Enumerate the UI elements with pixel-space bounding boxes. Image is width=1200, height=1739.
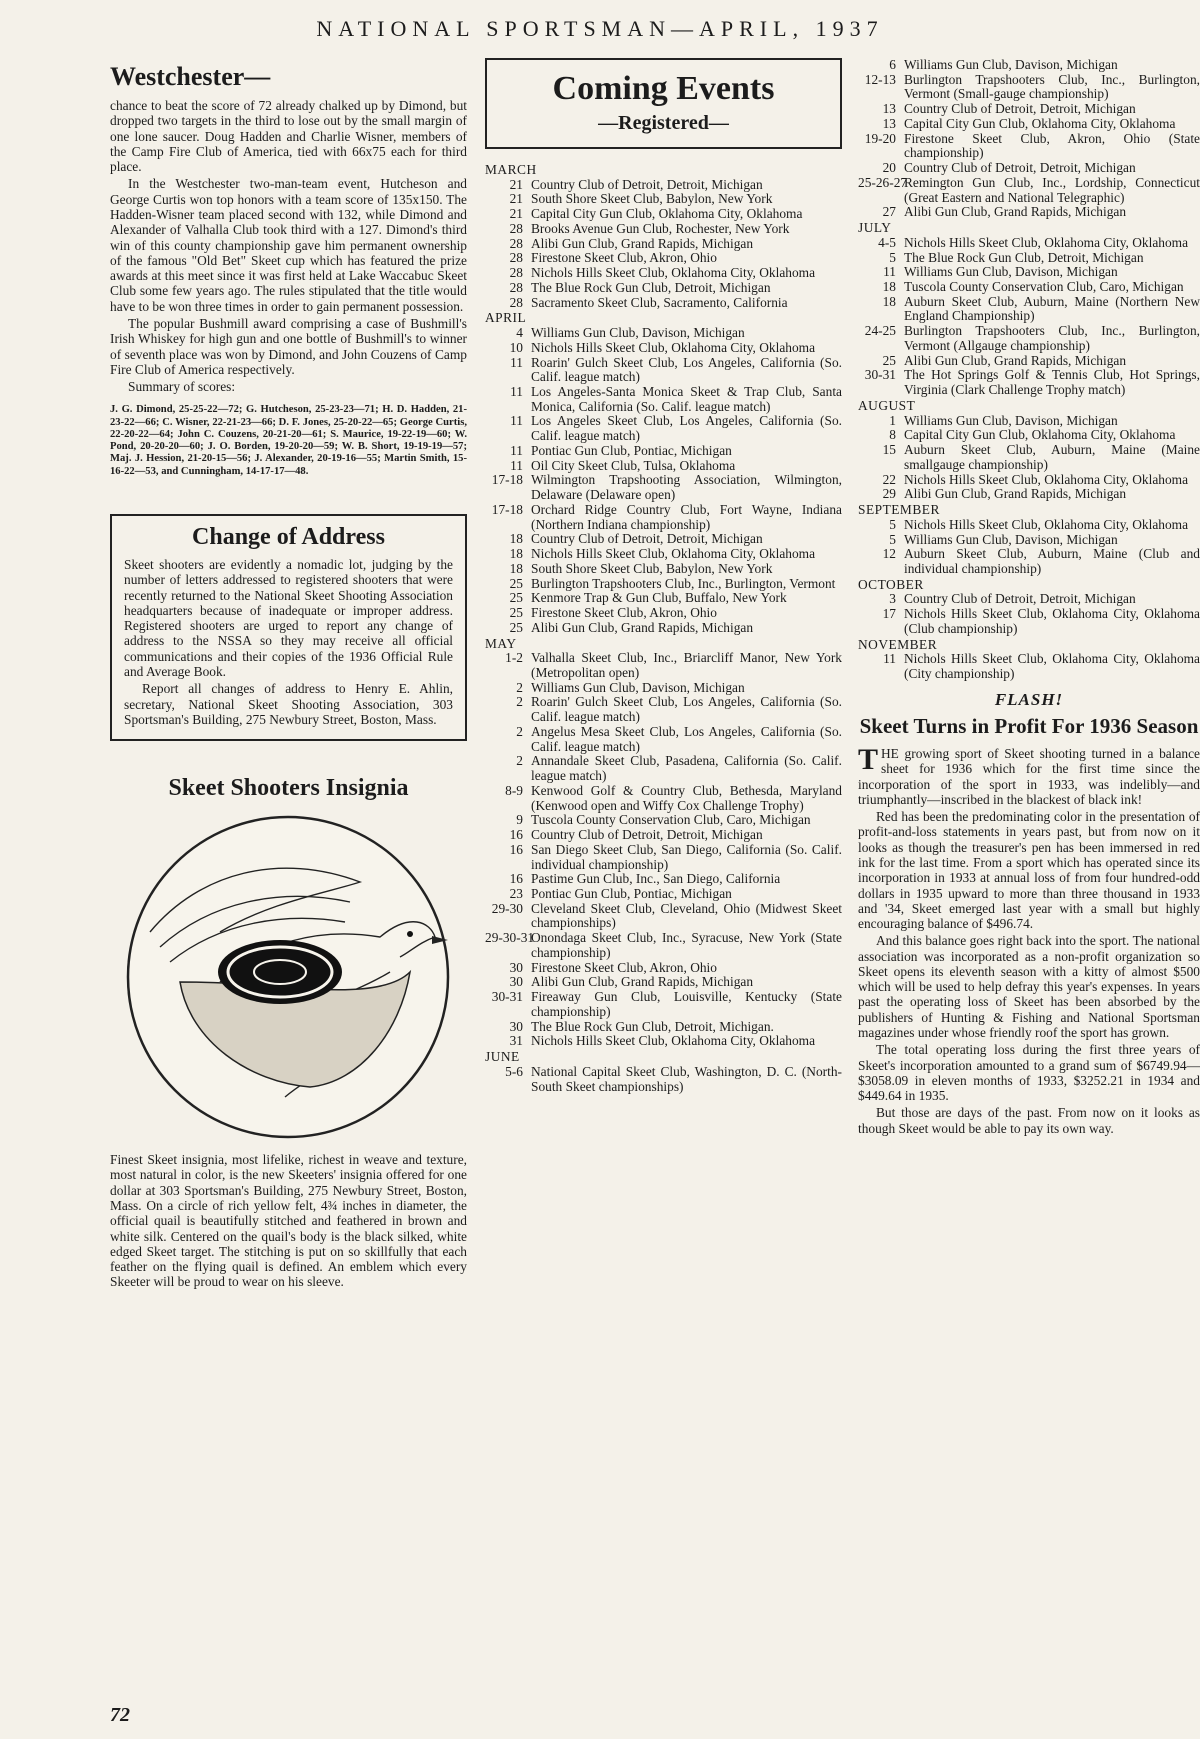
event-club: Country Club of Detroit, Detroit, Michigan <box>531 176 763 192</box>
event-entry <box>485 887 842 902</box>
event-entry <box>485 784 842 813</box>
event-club: Valhalla Skeet Club, Inc., Briarcliff Manor, New York (Metropolitan open) <box>531 650 842 680</box>
event-date: 12-13 <box>864 71 896 87</box>
event-club: Nichols Hills Skeet Club, Oklahoma City, Oklahoma <box>904 516 1189 532</box>
month-heading: SEPTEMBER <box>858 502 940 518</box>
event-date: 3 <box>889 591 896 607</box>
event-entry <box>858 236 1200 251</box>
event-club: The Blue Rock Gun Club, Detroit, Michigan <box>531 279 771 295</box>
westchester-paragraph: chance to beat the score of 72 already chalked up by Dimond, but dropped two targets in the third to lose out by the small margin of one lone saucer. Doug Hadden and Charlie Wisner, members of the Camp Fire Club of America, tied with 66x75 each for third place. <box>110 98 467 175</box>
event-club: Auburn Skeet Club, Auburn, Maine (Club and individual championship) <box>904 546 1200 576</box>
month-heading: MARCH <box>485 162 537 177</box>
change-of-address-title: Change of Address <box>192 524 385 551</box>
event-club: Nichols Hills Skeet Club, Oklahoma City, Oklahoma (Club championship) <box>904 606 1200 636</box>
event-entry <box>485 695 842 724</box>
insignia-paragraph: Finest Skeet insignia, most lifelike, richest in weave and texture, most natural in color, is the new Skeeters' insignia offered for one dollar at 303 Sportsman's Building, 275 Newbury Street, Boston, Mass. On a circle of rich yellow felt, 4¾ inches in diameter, the official quail is beautifully stitched and feathered in brown and white silk. Centered on the quail's body is the black silked, white edged Skeet target. The stitching is put on so skillfully that each feather on the flying quail is defined. An emblem which every Skeeter will be proud to wear on his sleeve. <box>110 1152 467 1290</box>
event-date: 2 <box>516 723 523 739</box>
column-left <box>110 58 467 1292</box>
event-entry <box>485 1020 842 1035</box>
event-date: 31 <box>509 1033 523 1049</box>
event-date: 21 <box>509 191 523 207</box>
event-club: National Capital Skeet Club, Washington, D. C. (North-South Skeet championships) <box>531 1063 842 1094</box>
event-date: 5 <box>889 531 896 547</box>
event-date: 22 <box>882 471 896 487</box>
event-entry <box>858 73 1200 102</box>
event-date: 16 <box>509 871 523 887</box>
event-date: 28 <box>509 235 523 251</box>
event-date: 16 <box>509 841 523 857</box>
event-entry <box>858 368 1200 397</box>
column-right <box>858 58 1200 1138</box>
event-entry <box>485 577 842 592</box>
event-club: Nichols Hills Skeet Club, Oklahoma City, Oklahoma <box>531 265 816 281</box>
event-entry <box>485 207 842 222</box>
event-date: 29 <box>882 486 896 502</box>
event-date: 17-18 <box>491 472 523 488</box>
event-entry <box>858 414 1200 429</box>
event-date: 8-9 <box>505 782 523 798</box>
event-entry <box>485 562 842 577</box>
event-entry <box>858 592 1200 607</box>
event-entry <box>485 326 842 341</box>
page-header: NATIONAL SPORTSMAN—APRIL, 1937 <box>316 16 884 41</box>
event-club: Alibi Gun Club, Grand Rapids, Michigan <box>904 352 1127 368</box>
event-entry <box>485 975 842 990</box>
event-entry <box>485 725 842 754</box>
event-club: Burlington Trapshooters Club, Inc., Burlington, Vermont <box>531 575 836 591</box>
quail-insignia-illustration <box>110 812 467 1142</box>
event-date: 18 <box>509 546 523 562</box>
event-entry <box>485 902 842 931</box>
event-date: 17 <box>882 606 896 622</box>
event-date: 30 <box>509 1018 523 1034</box>
event-entry <box>858 487 1200 502</box>
event-entry <box>858 518 1200 533</box>
event-date: 29-30 <box>491 900 523 916</box>
event-date: 13 <box>882 101 896 117</box>
event-entry <box>485 813 842 828</box>
event-club: Alibi Gun Club, Grand Rapids, Michigan <box>531 619 754 635</box>
event-entry <box>858 176 1200 205</box>
event-entry <box>485 473 842 502</box>
flash-paragraph: But those are days of the past. From now on it looks as though Skeet would be able to pay its own way. <box>858 1105 1200 1136</box>
event-club: San Diego Skeet Club, San Diego, California (So. Calif. individual championship) <box>531 841 842 872</box>
event-date: 11 <box>883 651 896 667</box>
event-club: Roarin' Gulch Skeet Club, Los Angeles, California (So. Calif. league match) <box>531 694 842 725</box>
event-entry <box>485 414 842 443</box>
event-entry <box>485 237 842 252</box>
event-entry <box>485 621 842 636</box>
event-club: Nichols Hills Skeet Club, Oklahoma City, Oklahoma <box>904 234 1189 250</box>
westchester-paragraph: In the Westchester two-man-team event, Hutcheson and George Curtis won top honors with a team score of 135x150. The Hadden-Wisner team placed second with 132, while Dimond and Alexander of Valhalla Club took third with a 127. Dimond's third win of this county championship gave him permanent ownership of the famous "Old Bet" Skeet cup which has featured the prize awards at this meet since it was first held at Lake Waccabuc Skeet Club some few years ago. The rules stipulated that the title would have to be won three times in order to gain permanent possession. <box>110 176 467 314</box>
event-entry <box>858 324 1200 353</box>
event-entry <box>485 872 842 887</box>
drop-cap: T <box>858 742 879 776</box>
event-date: 19-20 <box>864 130 896 146</box>
event-date: 27 <box>882 204 896 220</box>
event-date: 11 <box>510 413 523 429</box>
event-date: 29-30-31 <box>485 930 535 946</box>
event-entry <box>485 931 842 960</box>
event-club: Nichols Hills Skeet Club, Oklahoma City, Oklahoma <box>531 1033 816 1049</box>
event-club: Alibi Gun Club, Grand Rapids, Michigan <box>904 486 1127 502</box>
event-club: Tuscola County Conservation Club, Caro, Michigan <box>531 812 811 828</box>
event-date: 2 <box>516 694 523 710</box>
event-date: 25 <box>509 590 523 606</box>
event-date: 24-25 <box>864 323 896 339</box>
event-entry <box>485 990 842 1019</box>
coming-events-box <box>485 58 842 149</box>
event-club: Kenwood Golf & Country Club, Bethesda, Maryland (Kenwood open and Wiffy Cox Challenge Trophy) <box>531 782 842 813</box>
column-middle <box>485 58 842 1094</box>
event-entry <box>858 205 1200 220</box>
change-of-address-paragraph: Skeet shooters are evidently a nomadic lot, judging by the number of letters addressed to registered shooters that were recently returned to the National Skeet Shooting Association headquarters because of inadequate or improper address. Registered shooters are urged to report any change of address to the NSSA so they may receive all official communications and their copies of the 1936 Official Rule and Average Book. <box>124 557 453 679</box>
event-club: The Blue Rock Gun Club, Detroit, Michigan. <box>531 1018 774 1034</box>
event-date: 25 <box>509 605 523 621</box>
event-entry <box>858 473 1200 488</box>
event-entry <box>485 591 842 606</box>
event-entry <box>858 58 1200 73</box>
event-club: Williams Gun Club, Davison, Michigan <box>904 412 1118 428</box>
event-date: 1-2 <box>505 650 523 666</box>
event-club: Nichols Hills Skeet Club, Oklahoma City, Oklahoma <box>531 339 816 355</box>
event-date: 4 <box>516 325 523 341</box>
event-club: Capital City Gun Club, Oklahoma City, Oklahoma <box>904 427 1176 443</box>
event-entry <box>485 459 842 474</box>
event-date: 28 <box>509 279 523 295</box>
event-club: Burlington Trapshooters Club, Inc., Burlington, Vermont (Small-gauge championship) <box>904 71 1200 102</box>
flash-paragraph: THE growing sport of Skeet shooting turned in a balance sheet for 1936 which for the first time since the incorporation of the sport in 1933, was indelibly—and triumphantly—inscribed in the blackest of black ink! <box>858 742 1200 807</box>
event-entry <box>485 385 842 414</box>
event-date: 11 <box>883 264 896 280</box>
event-entry <box>485 341 842 356</box>
event-club: Alibi Gun Club, Grand Rapids, Michigan <box>904 204 1127 220</box>
event-club: Country Club of Detroit, Detroit, Michigan <box>531 531 763 547</box>
westchester-article <box>110 98 467 394</box>
event-club: Tuscola County Conservation Club, Caro, Michigan <box>904 279 1184 295</box>
change-of-address-box <box>110 514 467 741</box>
flash-kicker: FLASH! <box>994 689 1064 709</box>
event-entry <box>858 295 1200 324</box>
event-entry <box>858 265 1200 280</box>
event-date: 11 <box>510 442 523 458</box>
event-entry <box>485 178 842 193</box>
event-club: Angelus Mesa Skeet Club, Los Angeles, California (So. Calif. league match) <box>531 723 842 754</box>
event-club: Auburn Skeet Club, Auburn, Maine (Northern New England Championship) <box>904 293 1200 324</box>
event-club: Williams Gun Club, Davison, Michigan <box>904 531 1118 547</box>
event-club: Pastime Gun Club, Inc., San Diego, California <box>531 871 781 887</box>
event-entry <box>485 444 842 459</box>
event-entry <box>485 532 842 547</box>
event-club: Annandale Skeet Club, Pasadena, California (So. Calif. league match) <box>531 753 842 784</box>
event-entry <box>485 828 842 843</box>
event-date: 11 <box>510 384 523 400</box>
event-date: 18 <box>509 531 523 547</box>
month-heading: JUNE <box>485 1049 520 1065</box>
event-entry <box>485 547 842 562</box>
events-list-continued <box>858 58 1200 682</box>
event-club: Roarin' Gulch Skeet Club, Los Angeles, California (So. Calif. league match) <box>531 354 842 385</box>
event-club: Nichols Hills Skeet Club, Oklahoma City, Oklahoma <box>531 546 816 562</box>
event-entry <box>485 754 842 783</box>
event-club: Country Club of Detroit, Detroit, Michigan <box>904 101 1136 117</box>
event-entry <box>485 296 842 311</box>
event-date: 28 <box>509 250 523 266</box>
event-date: 4-5 <box>878 234 896 250</box>
event-date: 23 <box>509 885 523 901</box>
events-list <box>485 163 842 1094</box>
event-club: Fireaway Gun Club, Louisville, Kentucky (State championship) <box>531 989 842 1019</box>
event-club: Williams Gun Club, Davison, Michigan <box>904 58 1118 72</box>
event-date: 13 <box>882 115 896 131</box>
event-entry <box>485 606 842 621</box>
event-date: 18 <box>882 293 896 309</box>
event-club: Country Club of Detroit, Detroit, Michigan <box>531 827 763 843</box>
event-club: South Shore Skeet Club, Babylon, New York <box>531 560 773 576</box>
event-date: 2 <box>516 679 523 695</box>
event-date: 21 <box>509 206 523 222</box>
event-club: Firestone Skeet Club, Akron, Ohio (State championship) <box>904 130 1200 161</box>
event-club: Orchard Ridge Country Club, Fort Wayne, Indiana (Northern Indiana championship) <box>531 501 842 532</box>
event-date: 25 <box>509 619 523 635</box>
event-club: Remington Gun Club, Inc., Lordship, Connecticut (Great Eastern and National Telegraphic) <box>904 174 1200 205</box>
event-date: 8 <box>889 427 896 443</box>
event-club: Burlington Trapshooters Club, Inc., Burlington, Vermont (Allgauge championship) <box>904 323 1200 353</box>
westchester-paragraph: Summary of scores: <box>128 379 236 395</box>
event-club: Onondaga Skeet Club, Inc., Syracuse, New York (State championship) <box>531 930 842 960</box>
event-date: 12 <box>882 546 896 562</box>
month-heading: MAY <box>485 635 517 651</box>
event-date: 30 <box>509 959 523 975</box>
event-club: Country Club of Detroit, Detroit, Michigan <box>904 591 1136 607</box>
event-club: Country Club of Detroit, Detroit, Michigan <box>904 160 1136 176</box>
event-entry <box>485 961 842 976</box>
event-club: Williams Gun Club, Davison, Michigan <box>904 264 1118 280</box>
event-club: Firestone Skeet Club, Akron, Ohio <box>531 250 717 266</box>
event-club: Los Angeles Skeet Club, Los Angeles, California (So. Calif. league match) <box>531 413 842 444</box>
flash-article-title: Skeet Turns in Profit For 1936 Season <box>859 713 1199 738</box>
event-club: Cleveland Skeet Club, Cleveland, Ohio (Midwest Skeet championships) <box>531 900 842 931</box>
flash-paragraph: And this balance goes right back into the sport. The national association was incorporated as a non-profit organization so Skeet opens its eleventh season with a kitty of almost $500 which will be used to help defray this year's expenses. In years past the operating loss of Skeet has been absorbed by the publishers of Hunting & Fishing and National Sportsman magazines under whose friendly roof the sport has grown. <box>858 933 1200 1041</box>
event-date: 30-31 <box>491 989 523 1005</box>
event-entry <box>485 1065 842 1094</box>
event-entry <box>858 428 1200 443</box>
event-entry <box>485 1034 842 1049</box>
event-club: South Shore Skeet Club, Babylon, New York <box>531 191 773 207</box>
event-entry <box>485 251 842 266</box>
event-club: Brooks Avenue Gun Club, Rochester, New York <box>531 220 790 236</box>
event-entry <box>858 132 1200 161</box>
event-date: 10 <box>509 339 523 355</box>
event-entry <box>858 280 1200 295</box>
event-date: 25 <box>882 352 896 368</box>
event-entry <box>858 547 1200 576</box>
event-entry <box>858 161 1200 176</box>
event-club: The Hot Springs Golf & Tennis Club, Hot Springs, Virginia (Clark Challenge Trophy match) <box>904 367 1200 398</box>
month-heading: JULY <box>858 220 892 236</box>
month-heading: NOVEMBER <box>858 636 938 652</box>
westchester-title: Westchester— <box>110 62 271 91</box>
event-entry <box>858 533 1200 548</box>
event-club: Sacramento Skeet Club, Sacramento, California <box>531 294 788 310</box>
event-club: Oil City Skeet Club, Tulsa, Oklahoma <box>531 457 736 473</box>
event-date: 30 <box>509 974 523 990</box>
event-date: 5-6 <box>505 1063 523 1079</box>
event-entry <box>485 651 842 680</box>
event-club: Nichols Hills Skeet Club, Oklahoma City, Oklahoma <box>904 471 1189 487</box>
event-date: 18 <box>509 560 523 576</box>
insignia-title: Skeet Shooters Insignia <box>168 775 409 802</box>
event-date: 21 <box>509 176 523 192</box>
event-date: 5 <box>889 516 896 532</box>
event-club: Auburn Skeet Club, Auburn, Maine (Maine smallgauge championship) <box>904 442 1200 472</box>
event-date: 30-31 <box>864 367 896 383</box>
event-date: 15 <box>882 442 896 458</box>
event-club: Williams Gun Club, Davison, Michigan <box>531 325 745 341</box>
event-club: Firestone Skeet Club, Akron, Ohio <box>531 959 717 975</box>
event-club: Alibi Gun Club, Grand Rapids, Michigan <box>531 235 754 251</box>
event-date: 9 <box>516 812 523 828</box>
event-date: 20 <box>882 160 896 176</box>
event-date: 11 <box>510 457 523 473</box>
event-entry <box>485 266 842 281</box>
event-club: Kenmore Trap & Gun Club, Buffalo, New York <box>531 590 787 606</box>
flash-article <box>858 742 1200 1136</box>
event-club: Los Angeles-Santa Monica Skeet & Trap Club, Santa Monica, California (So. Calif. league match) <box>531 384 842 414</box>
event-club: Pontiac Gun Club, Pontiac, Michigan <box>531 442 732 458</box>
event-date: 1 <box>889 412 896 428</box>
event-club: The Blue Rock Gun Club, Detroit, Michigan <box>904 249 1144 265</box>
month-heading: OCTOBER <box>858 576 924 592</box>
event-club: Nichols Hills Skeet Club, Oklahoma City, Oklahoma (City championship) <box>904 651 1200 682</box>
event-date: 25 <box>509 575 523 591</box>
event-entry <box>485 503 842 532</box>
event-entry <box>858 102 1200 117</box>
page-number: 72 <box>110 1704 130 1726</box>
event-entry <box>858 354 1200 369</box>
month-heading: APRIL <box>485 310 527 326</box>
event-club: Alibi Gun Club, Grand Rapids, Michigan <box>531 974 754 990</box>
change-of-address-paragraph: Report all changes of address to Henry E. Ahlin, secretary, National Skeet Shooting Association, 303 Sportsman's Building, 275 Newbury Street, Boston, Mass. <box>124 681 453 727</box>
event-date: 28 <box>509 294 523 310</box>
event-entry <box>485 843 842 872</box>
event-entry <box>485 681 842 696</box>
event-club: Capital City Gun Club, Oklahoma City, Oklahoma <box>531 206 803 222</box>
event-date: 11 <box>510 354 523 370</box>
event-entry <box>485 192 842 207</box>
coming-events-title: Coming Events <box>552 70 775 107</box>
event-entry <box>485 356 842 385</box>
event-entry <box>858 251 1200 266</box>
event-date: 28 <box>509 220 523 236</box>
event-date: 25-26-27 <box>858 174 908 190</box>
event-club: Williams Gun Club, Davison, Michigan <box>531 679 745 695</box>
event-date: 2 <box>516 753 523 769</box>
flash-paragraph: Red has been the predominating color in the presentation of profit-and-loss statements in years past, but from now on it looks as though the treasurer's pen has been immersed in red ink for the last time. From a sport which has operated since its incorporation in 1933 at annual loss of from four hundred-odd dollars in 1935 upward to more than three thousand in 1933 and '34, Skeet emerged last year with a small but highly encouraging balance of $496.74. <box>858 809 1200 932</box>
coming-events-subtitle: —Registered— <box>598 112 729 134</box>
event-club: Pontiac Gun Club, Pontiac, Michigan <box>531 885 732 901</box>
event-date: 18 <box>882 279 896 295</box>
westchester-paragraph: The popular Bushmill award comprising a case of Bushmill's Irish Whiskey for high gun and one bottle of Bushmill's to winner of seventh place was won by Dimond, and John Couzens of Camp Fire Club of America respectively. <box>110 315 467 377</box>
event-entry <box>858 117 1200 132</box>
score-summary: J. G. Dimond, 25-25-22—72; G. Hutcheson, 25-23-23—71; H. D. Hadden, 21-23-22—66; C. Wisner, 22-21-23—66; D. F. Jones, 25-20-22—65; George Curtis, 22-20-22—64; John C. Couzens, 20-21-20—61; S. Maurice, 19-22-19—60; W. Pond, 20-20-20—60; J. O. Borden, 19-20-20—59; W. B. Short, 19-19-19—57; Maj. J. Hession, 21-20-15—56; J. Alexander, 20-19-16—55; Martin Smith, 15-16-22—53, and Cunningham, 14-17-17—48. <box>110 404 467 477</box>
event-date: 16 <box>509 827 523 843</box>
event-entry <box>858 652 1200 681</box>
event-entry <box>858 443 1200 472</box>
flash-paragraph: The total operating loss during the first three years of Skeet's incorporation amounted to a grand sum of $6749.94—$3058.09 in eleven months of 1933, $3252.21 in 1934 and $449.64 in 1935. <box>858 1042 1200 1104</box>
event-date: 17-18 <box>491 501 523 517</box>
event-date: 6 <box>889 58 896 72</box>
event-entry <box>858 607 1200 636</box>
event-club: Wilmington Trapshooting Association, Wilmington, Delaware (Delaware open) <box>531 472 842 503</box>
event-entry <box>485 222 842 237</box>
event-club: Capital City Gun Club, Oklahoma City, Oklahoma <box>904 115 1176 131</box>
month-heading: AUGUST <box>858 397 916 413</box>
event-club: Firestone Skeet Club, Akron, Ohio <box>531 605 717 621</box>
event-entry <box>485 281 842 296</box>
event-date: 5 <box>889 249 896 265</box>
event-date: 28 <box>509 265 523 281</box>
